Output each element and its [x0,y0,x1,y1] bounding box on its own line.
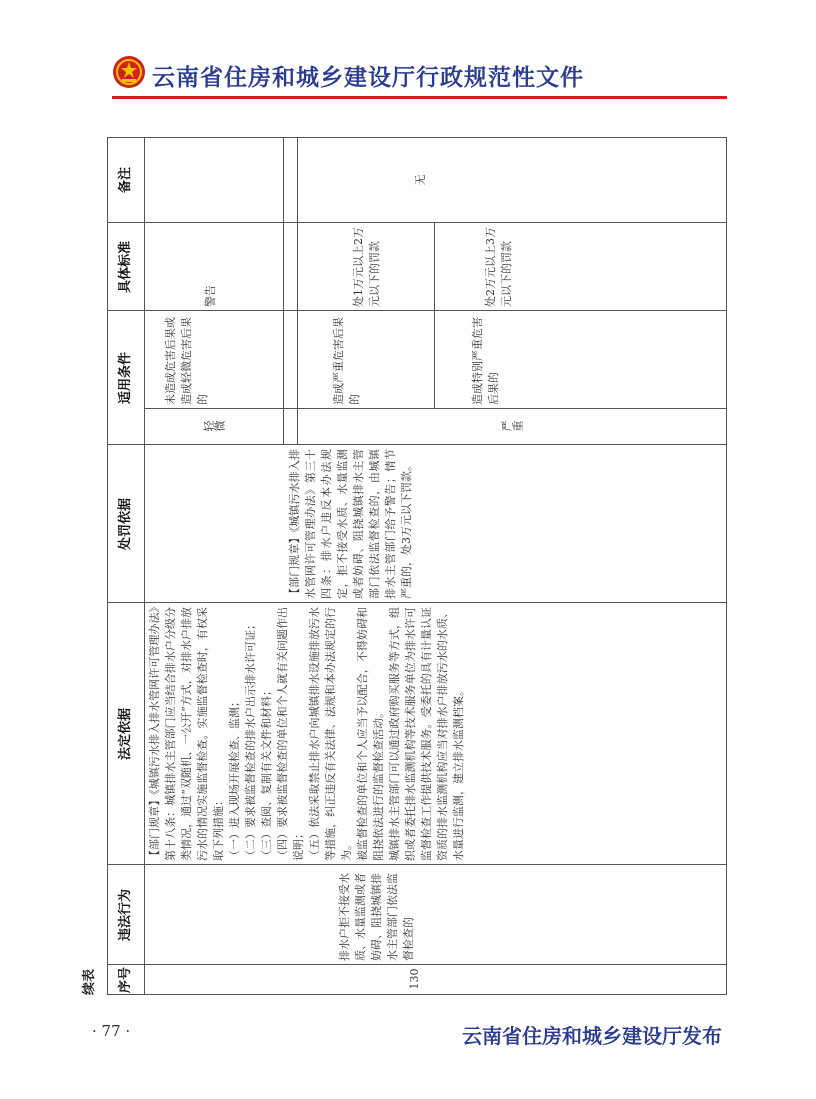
legal-basis-para: （五）依法采取禁止排水户向城镇排水设施排放污水等措施，纠正违反有关法律、法规和本办法规定的行为。 [308,607,353,861]
level-minor: 轻微 [203,420,225,433]
table-border-left [107,994,727,995]
behavior-text: 排水户拒不接受水质、水量监测或者妨碍、阻挠城镇排水主管部门依法监督检查的 [338,873,415,961]
col-header-legal-basis: 法定依据 [117,708,133,761]
remark-text: 无 [414,174,427,186]
col-divider [107,864,727,865]
penalty-table [107,137,727,995]
col-divider [144,408,727,409]
legal-basis-para: 被监督检查的单位和个人应当予以配合，不得妨碍和阻挠依法进行的监督检查活动。 [356,607,385,861]
col-header-behavior: 违法行为 [117,889,133,942]
row-divider [297,137,298,445]
condition-very-severe: 造成特别严重危害后果的 [471,317,500,405]
legal-basis-para: （三）查阅、复制有关文件和材料； [260,685,273,861]
rotated-table-wrapper [82,137,727,995]
condition-severe: 造成严重危害后果的 [332,317,361,405]
table-caption: 续表 [82,968,97,995]
col-divider [107,444,727,445]
col-header-conditions: 适用条件 [117,352,133,405]
col-header-standard: 具体标准 [117,241,133,294]
legal-basis-text [147,607,467,861]
legal-basis-para: （四）要求被监督检查的单位和个人就有关问题作出说明； [276,607,305,861]
table-border-bottom [726,137,727,995]
page-header [112,52,712,92]
publisher: 云南省住房和城乡建设厅发布 [462,1024,722,1048]
standard-severe: 处1万元以上2万元以下的罚款 [352,227,381,307]
header-divider-line [144,137,145,995]
col-header-remark: 备注 [117,167,133,194]
legal-basis-para: （一）进入现场开展检查、监测； [228,696,241,861]
col-header-seq: 序号 [118,967,133,994]
page-title: 云南省住房和城乡建设厅行政规范性文件 [152,65,584,91]
penalty-basis-text [287,449,415,599]
col-divider [107,310,727,311]
standard-very-severe: 处2万元以上3万元以下的罚款 [484,227,513,307]
condition-minor: 未造成危害后果或造成轻微危害后果的 [164,317,209,405]
col-divider [107,964,727,965]
page-number: · 77 · [92,1022,131,1040]
legal-basis-para: 城镇排水主管部门可以通过政府购买服务等方式，组织或者委托排水监测机构等技术服务单位为排水许可监督检查工作提供技术服务。受委托的具有计量认证资质的排水监测机构应当对排水户排放污水的水质、水量进行监测，建立排水监测档案。 [388,607,465,861]
row-number: 130 [408,968,421,990]
penalty-basis-para: 【部门规章】《城镇污水排入排水管网许可管理办法》第三十四条：排水户违反本办法规定，拒不接受水质、水量监测或者妨碍、阻挠城镇排水主管部门依法监督检查的，由城镇排水主管部门给予警告；情节严重的，处3万元以下罚款。 [288,449,413,599]
row-divider [434,223,435,409]
header-divider [112,96,727,99]
col-divider [107,602,727,603]
row-divider [283,137,284,445]
legal-basis-para: （二）要求被监督检查的排水户出示排水许可证； [244,619,257,861]
level-severe: 严重 [501,420,523,433]
national-emblem-icon [112,55,146,89]
col-header-penalty-basis: 处罚依据 [117,498,133,551]
legal-basis-para: 【部门规章】《城镇污水排入排水管网许可管理办法》第十八条：城镇排水主管部门应当结合排水户分级分类情况，通过“双随机、一公开”方式，对排水户排放污水的情况实施监督检查。实施监督检查时，有权采取下列措施： [148,607,225,861]
standard-minor: 警告 [204,285,217,307]
